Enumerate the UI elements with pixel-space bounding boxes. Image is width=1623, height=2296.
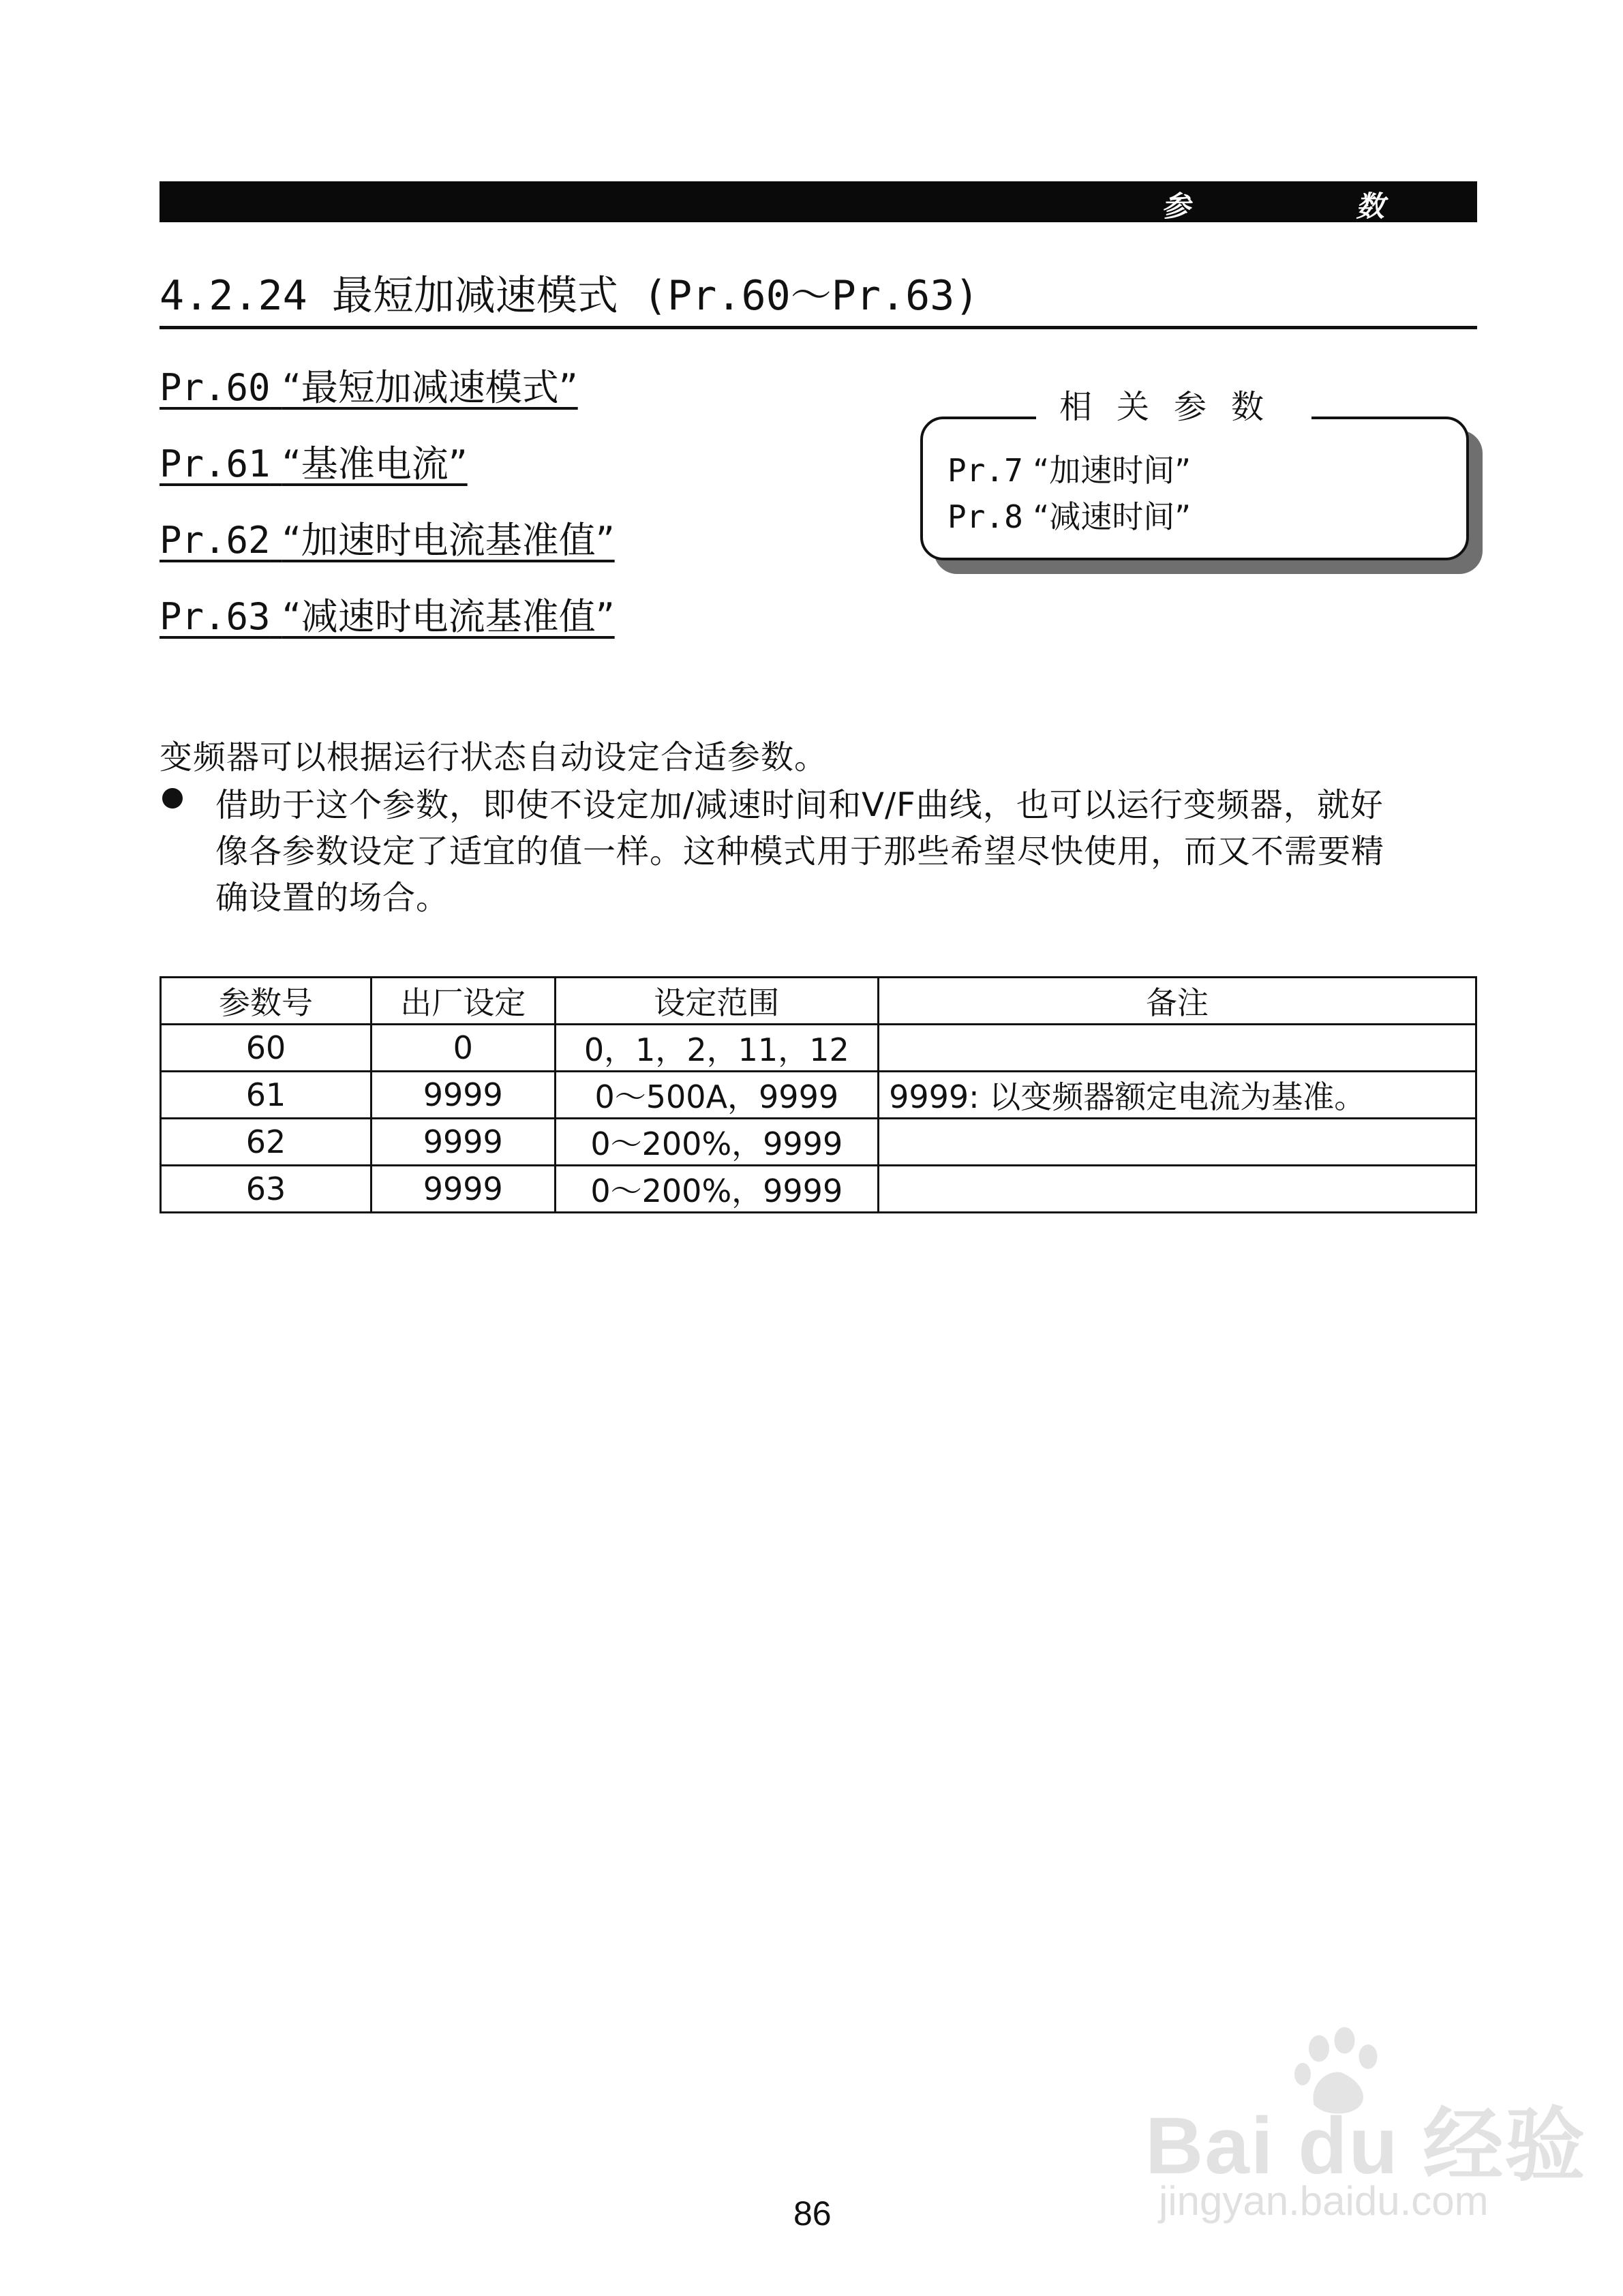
table-cell	[879, 1166, 1476, 1213]
table-cell: 0～500A，9999	[555, 1072, 879, 1119]
table-row	[161, 1072, 1476, 1119]
param-name: “加速时电流基准值”	[282, 519, 615, 562]
table-cell	[879, 1119, 1476, 1166]
bullet-line-1: 借助于这个参数，即使不设定加/减速时间和V/F曲线，也可以运行变频器，就好	[215, 786, 1384, 824]
table-cell	[879, 1025, 1476, 1072]
table-cell: 0，1，2，11，12	[555, 1025, 879, 1072]
param-code: Pr.62	[160, 519, 271, 562]
param-name: “减速时电流基准值”	[282, 595, 615, 638]
param-code: Pr.60	[160, 366, 271, 409]
table-row	[161, 1119, 1476, 1166]
page-number: 86	[793, 2194, 832, 2233]
related-item-pr8[interactable]	[947, 492, 1191, 537]
param-name: “基准电流”	[282, 442, 468, 485]
table-cell: 0～200%，9999	[555, 1166, 879, 1213]
param-link-pr61[interactable]	[160, 435, 468, 487]
param-code: Pr.63	[160, 595, 271, 638]
param-code: Pr.61	[160, 442, 271, 485]
param-link-pr63[interactable]	[160, 588, 615, 640]
table-cell: 63	[161, 1166, 371, 1213]
header-label-left: 参	[1162, 190, 1191, 223]
intro-paragraph: 变频器可以根据运行状态自动设定合适参数。	[160, 738, 828, 776]
table-cell: 9999	[371, 1166, 555, 1213]
table-cell: 60	[161, 1025, 371, 1072]
bullet-line-2: 像各参数设定了适宜的值一样。这种模式用于那些希望尽快使用，而又不需要精	[215, 832, 1385, 871]
related-name: “减速时间”	[1033, 498, 1192, 535]
table-header: 设定范围	[555, 978, 879, 1025]
table-cell: 9999: 以变频器额定电流为基准。	[879, 1072, 1476, 1119]
table-cell: 9999	[371, 1072, 555, 1119]
param-link-pr60[interactable]	[160, 359, 578, 411]
table-cell: 0	[371, 1025, 555, 1072]
watermark-logo: Bai du 经验	[1145, 2101, 1587, 2191]
parameter-table	[160, 976, 1477, 1213]
table-header: 备注	[879, 978, 1476, 1025]
bullet-icon	[162, 788, 183, 809]
header-label-right: 数	[1356, 190, 1385, 223]
related-code: Pr.8	[947, 498, 1023, 535]
param-name: “最短加减速模式”	[282, 366, 578, 409]
param-link-pr62[interactable]	[160, 511, 615, 564]
table-cell: 62	[161, 1119, 371, 1166]
table-row	[161, 1166, 1476, 1213]
section-divider	[160, 326, 1477, 329]
table-cell: 0～200%，9999	[555, 1119, 879, 1166]
table-cell: 9999	[371, 1119, 555, 1166]
watermark-url: jingyan.baidu.com	[1159, 2178, 1489, 2224]
table-header-row	[161, 978, 1476, 1025]
related-item-pr7[interactable]	[947, 446, 1191, 491]
related-params-title: 相关参数	[1036, 380, 1311, 427]
section-title: 4.2.24 最短加减速模式 (Pr.60～Pr.63)	[160, 272, 980, 320]
table-header: 参数号	[161, 978, 371, 1025]
table-row	[161, 1025, 1476, 1072]
bullet-line-3: 确设置的场合。	[215, 879, 450, 917]
table-cell: 61	[161, 1072, 371, 1119]
related-code: Pr.7	[947, 452, 1023, 489]
header-bar	[160, 181, 1477, 222]
related-name: “加速时间”	[1033, 452, 1192, 489]
table-header: 出厂设定	[371, 978, 555, 1025]
